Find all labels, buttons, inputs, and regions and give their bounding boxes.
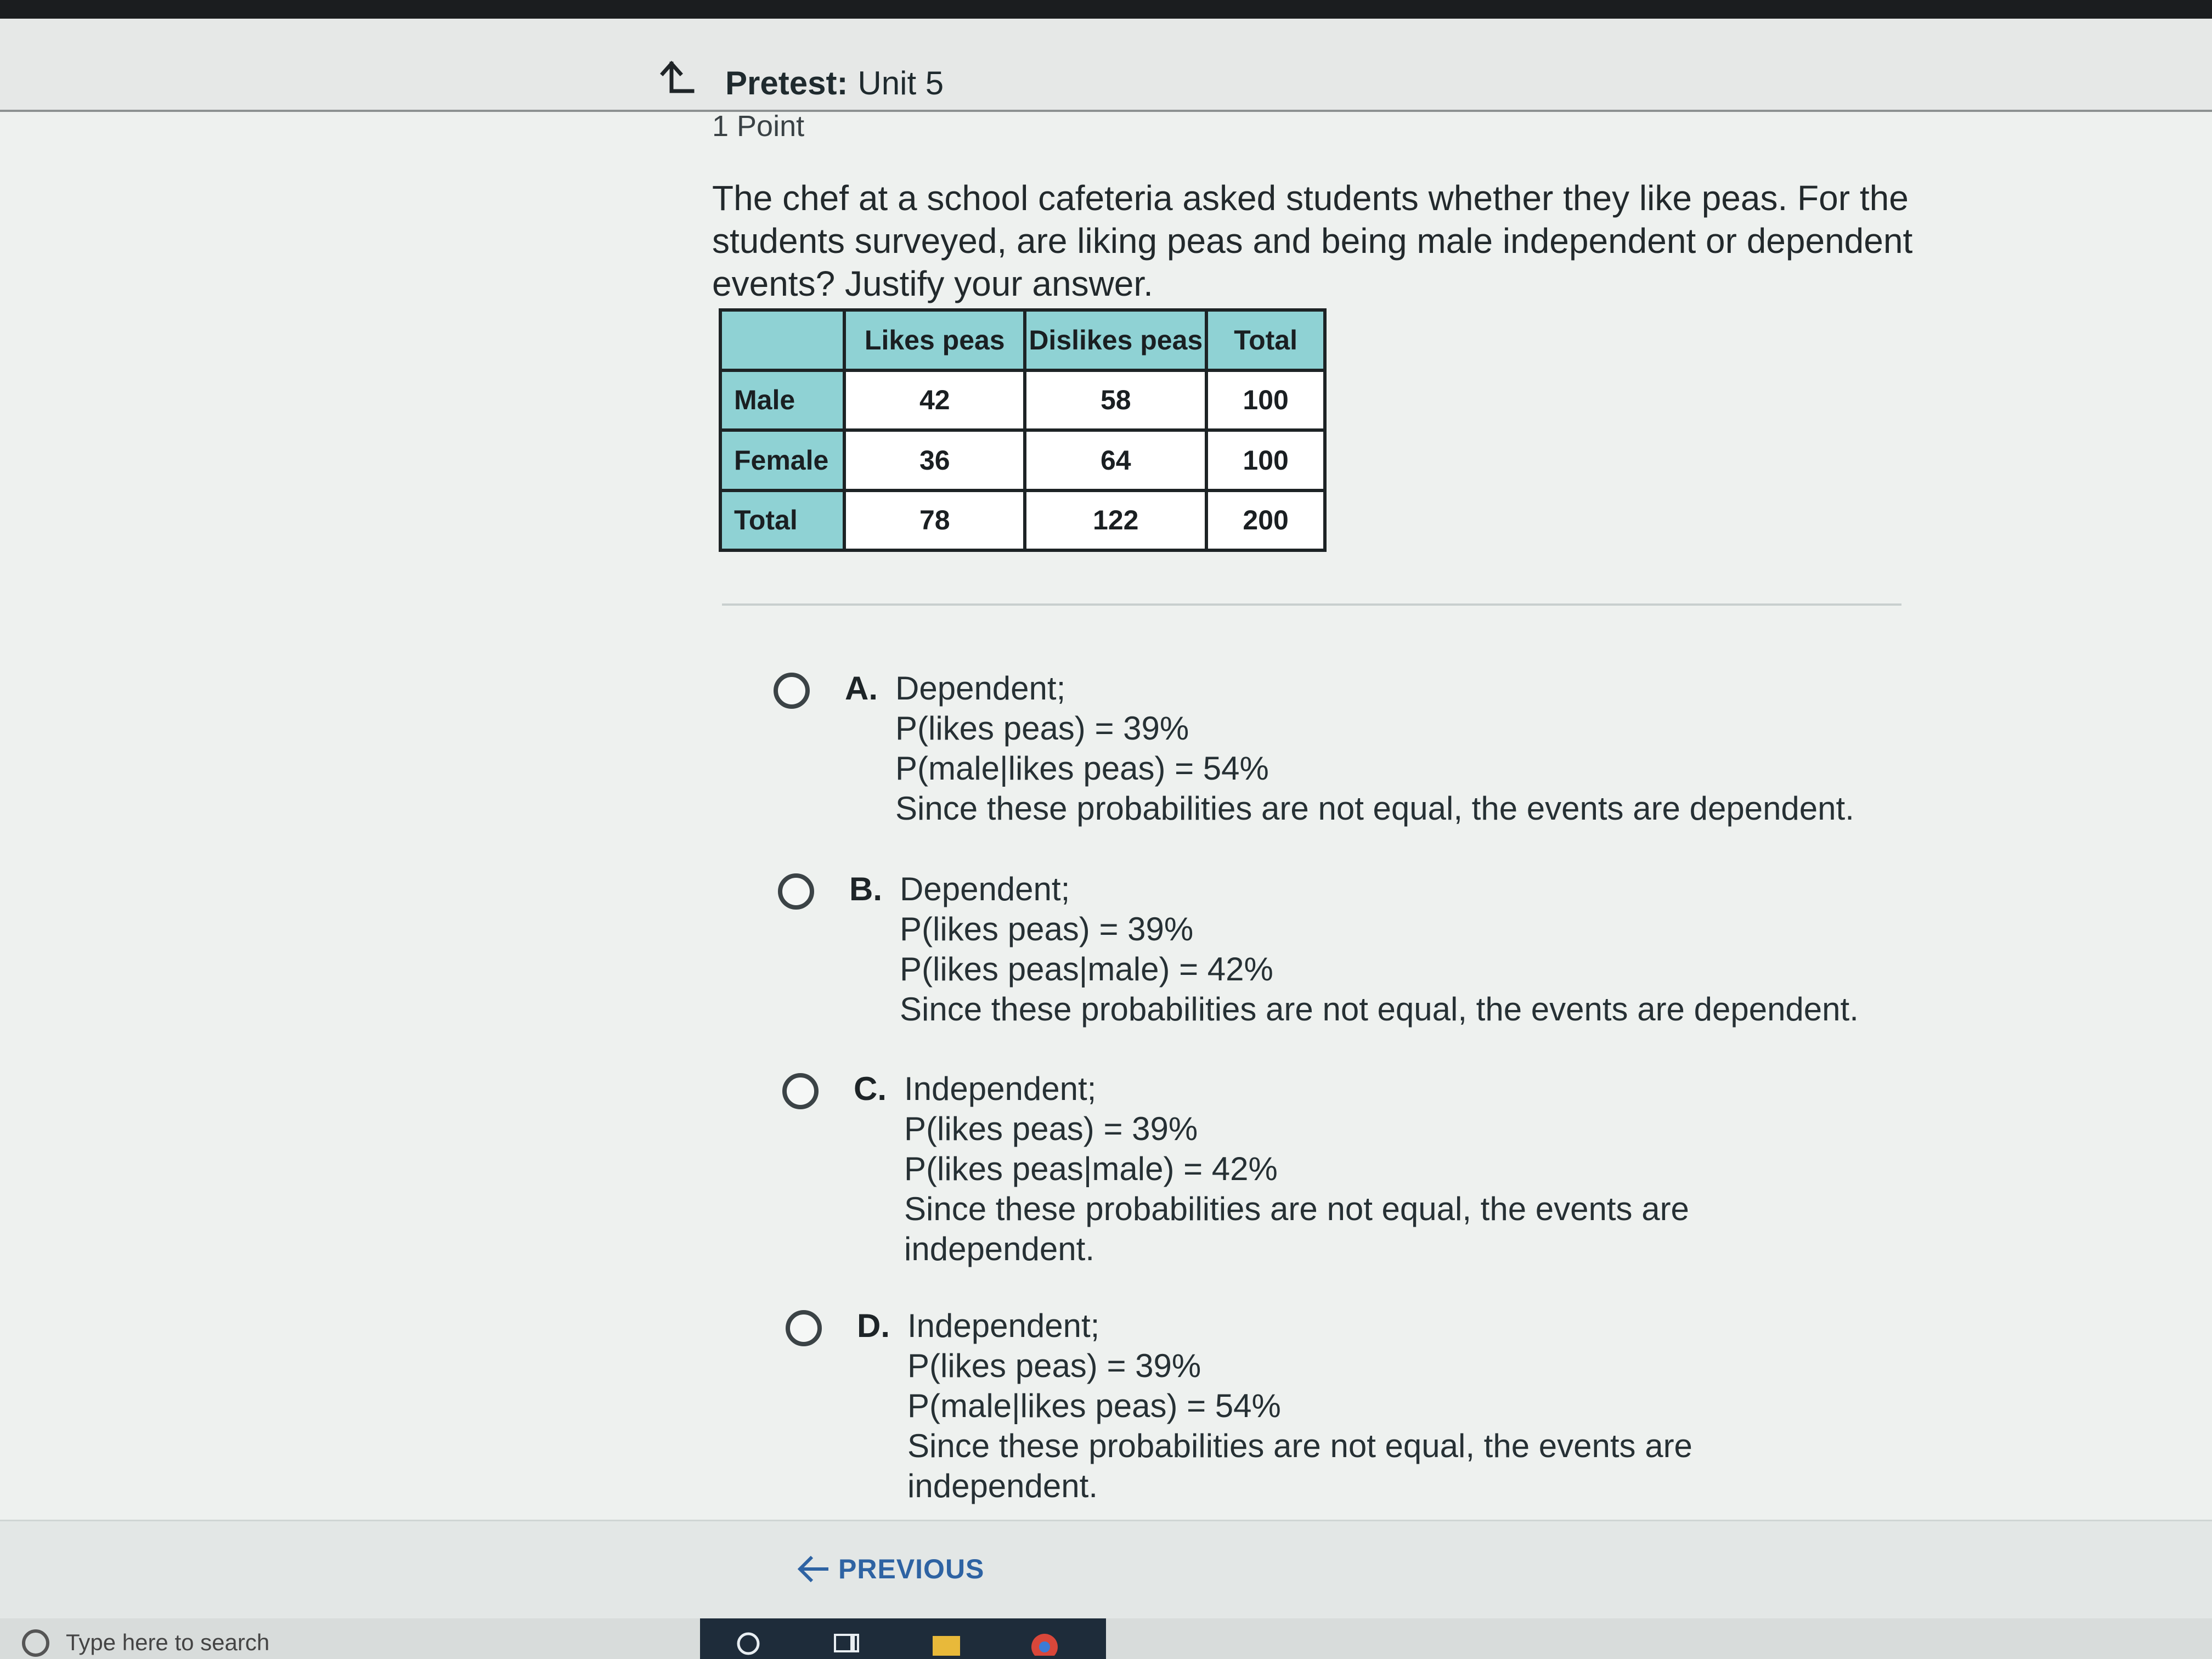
table-header-dislikes-peas: Dislikes peas bbox=[1025, 310, 1206, 370]
previous-button[interactable] bbox=[795, 1547, 984, 1591]
search-icon[interactable] bbox=[22, 1629, 49, 1657]
option-line: Since these probabilities are not equal, the events are independent. bbox=[904, 1190, 1689, 1267]
option-text bbox=[900, 869, 1942, 1029]
table-header-total: Total bbox=[1206, 310, 1325, 370]
file-explorer-icon[interactable] bbox=[930, 1625, 961, 1656]
option-letter: D. bbox=[857, 1307, 890, 1344]
table-row bbox=[720, 490, 1325, 551]
option-letter: A. bbox=[845, 670, 878, 707]
table-cell: 200 bbox=[1206, 490, 1325, 551]
option-line: Dependent; bbox=[895, 670, 1066, 707]
option-line: P(likes peas) = 39% bbox=[904, 1110, 1198, 1147]
answer-option-a[interactable] bbox=[774, 668, 1980, 833]
radio-unchecked-icon[interactable] bbox=[786, 1310, 822, 1346]
os-taskbar bbox=[0, 1618, 2212, 1659]
option-line: P(male|likes peas) = 54% bbox=[907, 1387, 1281, 1424]
two-way-table bbox=[719, 308, 1327, 552]
chrome-icon[interactable] bbox=[1029, 1625, 1060, 1656]
option-line: P(male|likes peas) = 54% bbox=[895, 750, 1269, 787]
row-label-female: Female bbox=[720, 430, 844, 490]
row-label-male: Male bbox=[720, 370, 844, 431]
radio-unchecked-icon[interactable] bbox=[778, 873, 814, 910]
option-line: Since these probabilities are not equal, the events are dependent. bbox=[895, 790, 1854, 827]
option-line: P(likes peas|male) = 42% bbox=[900, 951, 1273, 988]
table-cell: 100 bbox=[1206, 430, 1325, 490]
option-line: P(likes peas) = 39% bbox=[907, 1347, 1201, 1384]
option-letter: B. bbox=[849, 871, 882, 907]
radio-unchecked-icon[interactable] bbox=[774, 673, 810, 709]
option-text bbox=[907, 1306, 1950, 1506]
table-row bbox=[720, 430, 1325, 490]
cortana-icon[interactable] bbox=[733, 1625, 764, 1656]
table-cell: 78 bbox=[844, 490, 1025, 551]
window-top-edge bbox=[0, 0, 2212, 19]
option-text bbox=[895, 668, 1938, 828]
option-line: Independent; bbox=[904, 1070, 1097, 1107]
table-corner-cell bbox=[720, 310, 844, 370]
taskbar-search-input[interactable]: Type here to search bbox=[66, 1629, 270, 1655]
table-cell: 36 bbox=[844, 430, 1025, 490]
table-cell: 64 bbox=[1025, 430, 1206, 490]
option-line: P(likes peas) = 39% bbox=[900, 911, 1194, 947]
option-line: P(likes peas|male) = 42% bbox=[904, 1150, 1278, 1187]
title-prefix: Pretest: bbox=[725, 65, 848, 101]
option-line: Since these probabilities are not equal, the events are independent. bbox=[907, 1427, 1692, 1504]
table-header-row bbox=[720, 310, 1325, 370]
option-line: Since these probabilities are not equal, the events are dependent. bbox=[900, 991, 1859, 1028]
answer-option-c[interactable] bbox=[782, 1069, 1989, 1272]
option-letter: C. bbox=[854, 1070, 887, 1107]
table-cell: 122 bbox=[1025, 490, 1206, 551]
title-unit: Unit 5 bbox=[857, 65, 944, 101]
table-cell: 58 bbox=[1025, 370, 1206, 431]
option-text bbox=[904, 1069, 1946, 1269]
previous-label: PREVIOUS bbox=[838, 1554, 985, 1584]
table-cell: 42 bbox=[844, 370, 1025, 431]
footer-bar bbox=[0, 1520, 2212, 1620]
radio-unchecked-icon[interactable] bbox=[782, 1073, 819, 1109]
table-header-likes-peas: Likes peas bbox=[844, 310, 1025, 370]
taskbar-apps bbox=[700, 1618, 1106, 1659]
answer-option-b[interactable] bbox=[778, 869, 1985, 1034]
table-row bbox=[720, 370, 1325, 431]
header-bar bbox=[0, 19, 2212, 112]
answer-option-d[interactable] bbox=[786, 1306, 1993, 1509]
option-line: Dependent; bbox=[900, 871, 1070, 907]
option-line: P(likes peas) = 39% bbox=[895, 710, 1189, 747]
page-title bbox=[725, 61, 944, 105]
option-line: Independent; bbox=[907, 1307, 1100, 1344]
task-view-icon[interactable] bbox=[832, 1625, 862, 1656]
row-label-total: Total bbox=[720, 490, 844, 551]
question-text: The chef at a school cafeteria asked students whether they like peas. For the students surveyed, are liking peas and being male independent or dependent events? Justify your answer. bbox=[712, 178, 1913, 303]
points-label: 1 Point bbox=[712, 110, 805, 143]
arrow-left-icon bbox=[795, 1553, 831, 1585]
divider bbox=[722, 603, 1901, 606]
back-up-arrow-icon[interactable] bbox=[653, 57, 697, 101]
table-cell: 100 bbox=[1206, 370, 1325, 431]
